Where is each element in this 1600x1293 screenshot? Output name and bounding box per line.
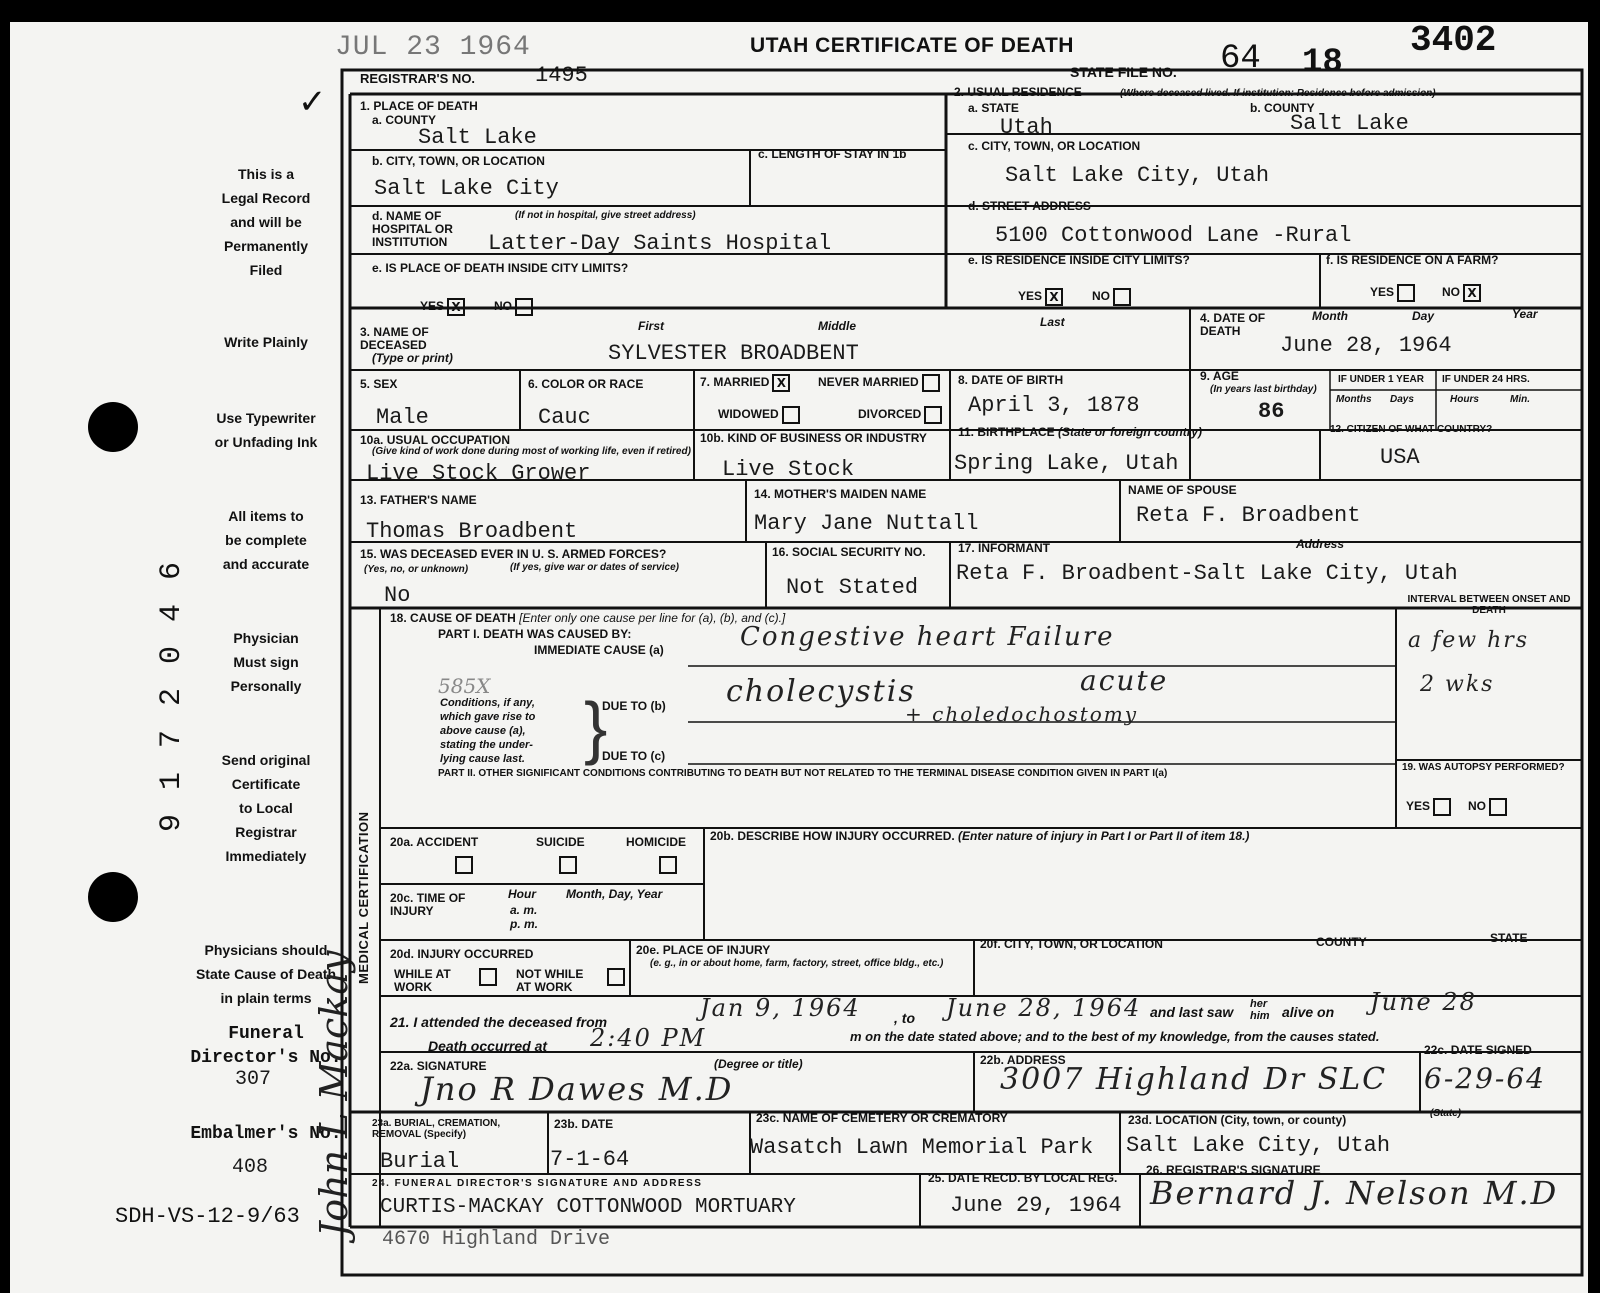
cause-code: 585X xyxy=(438,674,491,698)
autopsy-yes[interactable]: YES xyxy=(1406,798,1451,816)
date-of-death-label: 4. DATE OF DEATH xyxy=(1200,311,1266,338)
mother-name-label: 14. MOTHER'S MAIDEN NAME xyxy=(754,487,927,501)
injury-county-label: COUNTY xyxy=(1316,935,1367,949)
occupation-value: Live Stock Grower xyxy=(366,461,591,486)
due-to-c-label: DUE TO (c) xyxy=(602,749,666,763)
place-of-injury-note: (e. g., in or about home, farm, factory, street, office bldg., etc.) xyxy=(650,958,944,969)
while-at-work-label: WHILE AT WORK xyxy=(394,967,451,994)
interval-a-value: a few hrs xyxy=(1408,628,1530,653)
days-label: Days xyxy=(1390,394,1414,405)
residence-state-value: Utah xyxy=(1000,115,1053,140)
social-security-label: 16. SOCIAL SECURITY NO. xyxy=(772,545,926,559)
spouse-name-value: Reta F. Broadbent xyxy=(1136,503,1361,528)
injury-hour-label: Hour xyxy=(508,887,536,901)
date-stated-text: m on the date stated above; and to the best of my knowledge, from the causes stated. xyxy=(850,1029,1380,1044)
widowed-option[interactable]: WIDOWED xyxy=(718,406,800,424)
state-file-district: 18 xyxy=(1302,44,1343,82)
death-time-value: 2:40 PM xyxy=(590,1024,707,1052)
not-at-work-checkbox[interactable] xyxy=(607,968,625,986)
injury-pm-label: p. m. xyxy=(510,917,539,931)
attended-label: 21. I attended the deceased from xyxy=(390,1014,608,1030)
part-one-label: PART I. DEATH WAS CAUSED BY: xyxy=(438,627,632,641)
funeral-director-value: CURTIS-MACKAY COTTONWOOD MORTUARY xyxy=(380,1196,796,1219)
form-grid-lines xyxy=(10,22,1588,1293)
injury-state-label: STATE xyxy=(1490,931,1528,945)
cause-b-qualifier: acute xyxy=(1080,664,1169,697)
physician-sign-note: Physician Must sign Personally xyxy=(230,630,302,694)
place-city-value: Salt Lake City xyxy=(374,176,559,201)
mother-name-value: Mary Jane Nuttall xyxy=(754,511,979,536)
physician-signature-label: 22a. SIGNATURE xyxy=(390,1059,487,1073)
funeral-director-signature-label: 24. FUNERAL DIRECTOR'S SIGNATURE AND ADDRESS xyxy=(372,1178,703,1189)
residence-farm-yes-checkbox[interactable] xyxy=(1397,284,1415,302)
death-occurred-label: Death occurred at xyxy=(428,1038,548,1054)
age-label: 9. AGE xyxy=(1200,369,1239,383)
legal-record-note: This is a Legal Record and will be Permanently Filed xyxy=(221,166,311,278)
date-received-value: June 29, 1964 xyxy=(950,1193,1122,1218)
residence-inside-city-no-checkbox[interactable] xyxy=(1113,288,1131,306)
race-label: 6. COLOR OR RACE xyxy=(528,377,644,391)
suicide-checkbox[interactable] xyxy=(559,856,577,874)
residence-farm-no-checkbox[interactable]: X xyxy=(1463,284,1481,302)
months-label: Months xyxy=(1336,394,1372,405)
while-at-work-checkbox[interactable] xyxy=(479,968,497,986)
due-to-b-label: DUE TO (b) xyxy=(602,699,666,713)
registrar-no-label: REGISTRAR'S NO. xyxy=(360,71,476,86)
usual-residence-note: (Where deceased lived. If institution: Residence before admission) xyxy=(1120,88,1436,99)
state-file-number: 3402 xyxy=(1410,22,1497,61)
physician-address-label: 22b. ADDRESS xyxy=(980,1053,1066,1067)
state-file-label: STATE FILE NO. xyxy=(1070,64,1177,80)
age-note: (In years last birthday) xyxy=(1210,384,1317,395)
registrar-no: 1495 xyxy=(535,63,588,88)
medical-certification-label: MEDICAL CERTIFICATION xyxy=(356,811,371,984)
residence-inside-city-label: e. IS RESIDENCE INSIDE CITY LIMITS? xyxy=(968,253,1190,267)
injury-description-label: 20b. DESCRIBE HOW INJURY OCCURRED. (Enter nature of injury in Part I or Part II of item 18.) xyxy=(710,829,1250,843)
conditions-brace: } xyxy=(584,688,608,766)
funeral-director-no: 307 xyxy=(235,1068,272,1091)
cemetery-label: 23c. NAME OF CEMETERY OR CREMATORY xyxy=(756,1111,1008,1125)
under-24-hours-label: IF UNDER 24 HRS. xyxy=(1442,374,1530,385)
death-day-label: Day xyxy=(1412,309,1435,323)
armed-forces-note: (Yes, no, or unknown) xyxy=(364,564,469,575)
minutes-label: Min. xyxy=(1510,394,1530,405)
registrar-signature: Bernard J. Nelson M.D xyxy=(1150,1174,1559,1212)
typewriter-note: Use Typewriter or Unfading Ink xyxy=(214,410,318,450)
hospital-note: (If not in hospital, give street address) xyxy=(515,210,696,221)
last-saw-label: and last saw xyxy=(1150,1004,1234,1020)
divorced-checkbox[interactable] xyxy=(924,406,942,424)
last-name-label: Last xyxy=(1040,315,1065,329)
burial-location-label: 23d. LOCATION (City, town, or county) xyxy=(1128,1113,1347,1127)
accident-checkbox[interactable] xyxy=(455,856,473,874)
occupation-label: 10a. USUAL OCCUPATION xyxy=(360,433,511,447)
residence-inside-city-yes[interactable]: YES X xyxy=(1018,288,1063,306)
informant-label: 17. INFORMANT xyxy=(958,541,1051,555)
armed-forces-value: No xyxy=(384,583,411,608)
part-two-label: PART II. OTHER SIGNIFICANT CONDITIONS CONTRIBUTING TO DEATH BUT NOT RELATED TO THE TERMINAL DISEASE CONDITION GIVEN IN PART I(a) xyxy=(438,768,1168,779)
divorced-option[interactable]: DIVORCED xyxy=(858,406,942,424)
middle-name-label: Middle xyxy=(818,319,856,333)
residence-county-label: b. COUNTY xyxy=(1250,101,1315,115)
embalmer-no: 408 xyxy=(232,1156,269,1179)
degree-title-label: (Degree or title) xyxy=(714,1057,803,1071)
vertical-control-number: 9 1 7 2 0 4 6 xyxy=(155,558,189,832)
spouse-name-label: NAME OF SPOUSE xyxy=(1128,483,1237,497)
interval-b-value: 2 wks xyxy=(1420,672,1495,697)
her-him-label: her him xyxy=(1250,998,1270,1022)
date-signed-value: 6-29-64 xyxy=(1424,1062,1546,1095)
citizen-label: 12. CITIZEN OF WHAT COUNTRY? xyxy=(1330,424,1493,435)
place-inside-city-yes-checkbox[interactable]: X xyxy=(447,298,465,316)
residence-inside-city-no[interactable]: NO xyxy=(1092,288,1131,306)
hospital-label: d. NAME OF HOSPITAL OR INSTITUTION xyxy=(372,209,453,249)
hospital-value: Latter-Day Saints Hospital xyxy=(488,231,832,256)
street-address-label: d. STREET ADDRESS xyxy=(968,199,1091,213)
write-plainly-note: Write Plainly xyxy=(224,334,308,350)
usual-residence-label: 2. USUAL RESIDENCE xyxy=(954,85,1082,99)
send-original-note: Send original Certificate to Local Registrar Immediately xyxy=(221,752,311,864)
armed-forces-label: 15. WAS DECEASED EVER IN U. S. ARMED FORCES? xyxy=(360,547,667,561)
immediate-cause-value: Congestive heart Failure xyxy=(740,622,1115,652)
form-number: SDH-VS-12-9/63 xyxy=(115,1204,300,1229)
informant-address-label: Address xyxy=(1296,537,1345,551)
autopsy-label: 19. WAS AUTOPSY PERFORMED? xyxy=(1402,762,1565,773)
deceased-name-value: SYLVESTER BROADBENT xyxy=(608,341,859,366)
attended-to-label: , to xyxy=(894,1010,915,1026)
physicians-state-note: Physicians should State Cause of Death in plain terms xyxy=(195,942,337,1006)
date-of-birth-label: 8. DATE OF BIRTH xyxy=(958,373,1064,387)
place-inside-city-no[interactable]: NO xyxy=(494,298,533,316)
burial-date-label: 23b. DATE xyxy=(554,1117,614,1131)
sex-label: 5. SEX xyxy=(360,377,398,391)
date-received-stamp: JUL 23 1964 xyxy=(335,32,531,63)
residence-city-value: Salt Lake City, Utah xyxy=(1005,163,1270,188)
homicide-checkbox[interactable] xyxy=(659,856,677,874)
death-month-label: Month xyxy=(1312,309,1348,323)
cemetery-value: Wasatch Lawn Memorial Park xyxy=(750,1135,1094,1160)
informant-value: Reta F. Broadbent-Salt Lake City, Utah xyxy=(956,561,1458,586)
burial-type-label: 23a. BURIAL, CREMATION, REMOVAL (Specify) xyxy=(372,1118,501,1140)
state-file-year: 64 xyxy=(1220,40,1261,78)
citizen-value: USA xyxy=(1380,445,1420,470)
sex-value: Male xyxy=(376,405,429,430)
burial-date-value: 7-1-64 xyxy=(550,1147,630,1172)
race-value: Cauc xyxy=(538,405,591,430)
date-of-death-value: June 28, 1964 xyxy=(1280,333,1452,358)
alive-on-value: June 28 xyxy=(1370,988,1477,1016)
complete-note: All items to be complete and accurate xyxy=(222,508,310,572)
never-married-option[interactable]: NEVER MARRIED xyxy=(818,374,940,392)
residence-inside-city-yes-checkbox[interactable]: X xyxy=(1045,288,1063,306)
interval-label: INTERVAL BETWEEN ONSET AND DEATH xyxy=(1407,594,1571,616)
residence-farm-no[interactable]: NO X xyxy=(1442,284,1481,302)
not-at-work-label: NOT WHILE AT WORK xyxy=(516,967,584,994)
certificate-title: UTAH CERTIFICATE OF DEATH xyxy=(750,34,1074,57)
homicide-label: HOMICIDE xyxy=(626,835,686,849)
never-married-checkbox[interactable] xyxy=(922,374,940,392)
cause-b-procedure: + choledochostomy xyxy=(905,702,1139,726)
date-of-birth-value: April 3, 1878 xyxy=(968,393,1140,418)
widowed-checkbox[interactable] xyxy=(782,406,800,424)
business-value: Live Stock xyxy=(722,457,855,482)
burial-state-label: (State) xyxy=(1430,1108,1462,1119)
date-signed-label: 22c. DATE SIGNED xyxy=(1424,1043,1532,1057)
under-one-year-label: IF UNDER 1 YEAR xyxy=(1338,374,1424,385)
father-name-label: 13. FATHER'S NAME xyxy=(360,493,477,507)
autopsy-no[interactable]: NO xyxy=(1468,798,1507,816)
certificate-paper xyxy=(10,22,1588,1293)
suicide-label: SUICIDE xyxy=(536,835,585,849)
injury-city-label: 20f. CITY, TOWN, OR LOCATION xyxy=(980,937,1163,951)
residence-farm-yes[interactable]: YES xyxy=(1370,284,1415,302)
armed-forces-service-note: (If yes, give war or dates of service) xyxy=(510,562,679,573)
registrar-signature-label: 26. REGISTRAR'S SIGNATURE xyxy=(1146,1163,1321,1177)
funeral-director-signature: John L Mackay xyxy=(312,950,356,1237)
name-of-deceased-label: 3. NAME OF DECEASED xyxy=(360,325,429,352)
residence-state-label: a. STATE xyxy=(968,101,1019,115)
place-inside-city-no-checkbox[interactable] xyxy=(515,298,533,316)
autopsy-no-checkbox[interactable] xyxy=(1489,798,1507,816)
physician-address-value: 3007 Highland Dr SLC xyxy=(1000,1062,1388,1097)
name-of-deceased-note: (Type or print) xyxy=(372,351,453,365)
cause-b-value: cholecystis xyxy=(726,674,916,709)
birthplace-value: Spring Lake, Utah xyxy=(954,451,1179,476)
immediate-cause-label: IMMEDIATE CAUSE (a) xyxy=(534,643,664,657)
hours-label: Hours xyxy=(1450,394,1479,405)
time-of-injury-label: 20c. TIME OF INJURY xyxy=(390,891,466,918)
physician-signature: Jno R Dawes M.D xyxy=(420,1070,734,1108)
embalmer-label: Embalmer's No. xyxy=(190,1124,342,1144)
alive-on-label: alive on xyxy=(1282,1004,1335,1020)
residence-county-value: Salt Lake xyxy=(1290,111,1409,136)
place-county-label: a. COUNTY xyxy=(372,113,437,127)
conditions-note: Conditions, if any, which gave rise to above cause (a), stating the under- lying cause last. xyxy=(440,697,536,765)
injury-am-label: a. m. xyxy=(510,903,538,917)
married-checkbox[interactable]: X xyxy=(772,374,790,392)
place-county-value: Salt Lake xyxy=(418,125,537,150)
father-name-value: Thomas Broadbent xyxy=(366,519,578,544)
death-year-label: Year xyxy=(1512,307,1538,321)
injury-occurred-label: 20d. INJURY OCCURRED xyxy=(390,947,534,961)
funeral-director-address: 4670 Highland Drive xyxy=(382,1228,611,1251)
place-of-injury-label: 20e. PLACE OF INJURY xyxy=(636,943,771,957)
autopsy-yes-checkbox[interactable] xyxy=(1433,798,1451,816)
attended-to-value: June 28, 1964 xyxy=(946,994,1142,1022)
marital-status-label: 7. MARRIED X xyxy=(700,374,790,392)
accident-label: 20a. ACCIDENT xyxy=(390,835,479,849)
check-mark: ✓ xyxy=(298,83,327,121)
place-city-label: b. CITY, TOWN, OR LOCATION xyxy=(372,154,545,168)
occupation-note: (Give kind of work done during most of working life, even if retired) xyxy=(372,446,691,457)
social-security-value: Not Stated xyxy=(786,575,919,600)
funeral-director-label: Funeral Director's No. xyxy=(190,1024,342,1068)
attended-from-value: Jan 9, 1964 xyxy=(700,994,861,1022)
age-value: 86 xyxy=(1258,399,1285,424)
length-of-stay-label: c. LENGTH OF STAY IN 1b xyxy=(758,147,907,161)
birthplace-label: 11. BIRTHPLACE (State or foreign country) xyxy=(958,425,1203,439)
place-of-death-label: 1. PLACE OF DEATH xyxy=(360,99,478,113)
date-received-label: 25. DATE RECD. BY LOCAL REG. xyxy=(928,1171,1118,1185)
injury-date-label: Month, Day, Year xyxy=(566,887,663,901)
business-label: 10b. KIND OF BUSINESS OR INDUSTRY xyxy=(700,431,927,445)
cause-of-death-label: 18. CAUSE OF DEATH [Enter only one cause per line for (a), (b), and (c).] xyxy=(390,611,786,625)
burial-location-value: Salt Lake City, Utah xyxy=(1126,1133,1391,1158)
residence-city-label: c. CITY, TOWN, OR LOCATION xyxy=(968,139,1141,153)
first-name-label: First xyxy=(638,319,665,333)
residence-farm-label: f. IS RESIDENCE ON A FARM? xyxy=(1326,253,1499,267)
street-address-value: 5100 Cottonwood Lane -Rural xyxy=(995,223,1352,248)
burial-type-value: Burial xyxy=(380,1149,460,1174)
inside-city-limits-label: e. IS PLACE OF DEATH INSIDE CITY LIMITS? xyxy=(372,261,629,275)
place-inside-city-yes[interactable]: YES X xyxy=(420,298,465,316)
